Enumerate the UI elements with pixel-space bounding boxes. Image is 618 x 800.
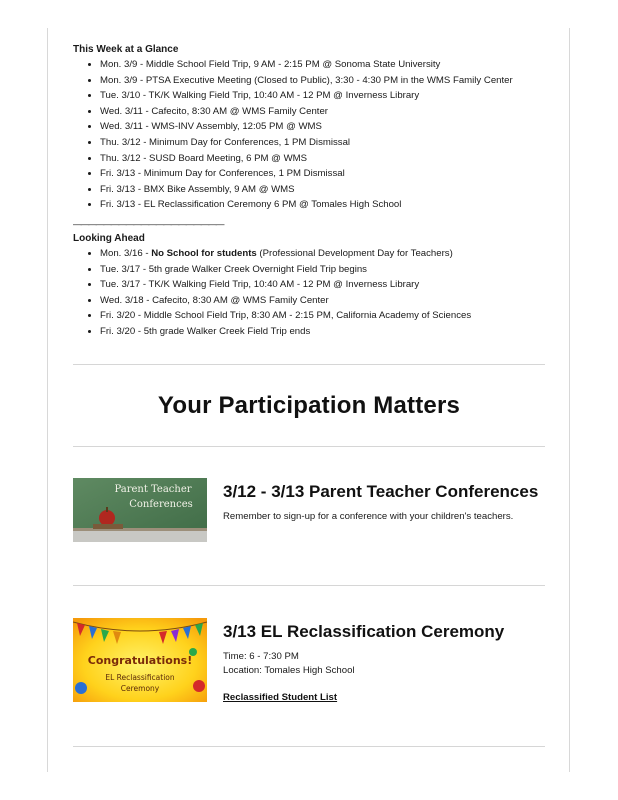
ceremony-time: Time: 6 - 7:30 PM bbox=[223, 651, 299, 662]
looking-ahead-list bbox=[73, 246, 545, 340]
image-caption-line1: Parent Teacher bbox=[114, 484, 192, 495]
participation-title: Your Participation Matters bbox=[157, 392, 461, 419]
list-item bbox=[100, 246, 545, 262]
calendar-section bbox=[73, 44, 545, 340]
list-item: • Wed. 3/11 - WMS-INV Assembly, 12:05 PM @ WMS bbox=[100, 119, 545, 135]
list-item: • Wed. 3/18 - Cafecito, 8:30 AM @ WMS Family Center bbox=[100, 293, 545, 309]
ceremony-image bbox=[73, 618, 207, 702]
balloon-icon bbox=[75, 682, 87, 694]
list-item: • Tue. 3/17 - TK/K Walking Field Trip, 10:40 AM - 12 PM @ Inverness Library bbox=[100, 277, 545, 293]
ceremony-body bbox=[223, 622, 543, 705]
list-item: • Thu. 3/12 - Minimum Day for Conferences, 1 PM Dismissal bbox=[100, 135, 545, 151]
divider bbox=[73, 585, 545, 586]
image-caption-line2: Conferences bbox=[129, 499, 193, 510]
item-emphasis: No School for students bbox=[151, 247, 257, 259]
reclassified-list-link[interactable]: Reclassified Student List bbox=[223, 692, 338, 703]
list-item: • Wed. 3/11 - Cafecito, 8:30 AM @ WMS Family Center bbox=[100, 104, 545, 120]
item-suffix: (Professional Development Day for Teachers) bbox=[256, 247, 453, 259]
this-week-heading: This Week at a Glance bbox=[73, 44, 179, 55]
list-item: • Fri. 3/13 - Minimum Day for Conferences, 1 PM Dismissal bbox=[100, 166, 545, 182]
conferences-body bbox=[223, 482, 543, 524]
list-item: • Fri. 3/20 - 5th grade Walker Creek Field Trip ends bbox=[100, 324, 545, 340]
image-caption-line3: Ceremony bbox=[120, 684, 160, 693]
list-item: • Tue. 3/10 - TK/K Walking Field Trip, 10:40 AM - 12 PM @ Inverness Library bbox=[100, 88, 545, 104]
divider bbox=[73, 364, 545, 365]
item-prefix: Mon. 3/16 - bbox=[100, 247, 152, 259]
list-item: • Fri. 3/13 - EL Reclassification Ceremony 6 PM @ Tomales High School bbox=[100, 197, 545, 213]
image-caption-line2: EL Reclassification bbox=[105, 673, 175, 682]
list-item: • Mon. 3/9 - Middle School Field Trip, 9 AM - 2:15 PM @ Sonoma State University bbox=[100, 57, 545, 73]
balloon-icon bbox=[193, 680, 205, 692]
page-border-left bbox=[47, 28, 48, 772]
ceremony-location: Location: Tomales High School bbox=[223, 665, 355, 676]
separator-line: ———————————————————— bbox=[73, 218, 223, 229]
list-item: • Thu. 3/12 - SUSD Board Meeting, 6 PM @ WMS bbox=[100, 151, 545, 167]
image-caption-line1: Congratulations! bbox=[87, 654, 193, 667]
list-item: • Fri. 3/13 - BMX Bike Assembly, 9 AM @ WMS bbox=[100, 182, 545, 198]
list-item: • Tue. 3/17 - 5th grade Walker Creek Overnight Field Trip begins bbox=[100, 262, 545, 278]
conferences-title: 3/12 - 3/13 Parent Teacher Conferences bbox=[223, 482, 539, 501]
divider bbox=[73, 446, 545, 447]
conferences-image bbox=[73, 478, 207, 542]
divider bbox=[73, 746, 545, 747]
chalkboard-image bbox=[73, 478, 207, 542]
this-week-list bbox=[73, 57, 545, 213]
ceremony-title: 3/13 EL Reclassification Ceremony bbox=[223, 622, 505, 641]
page-border-right bbox=[569, 28, 570, 772]
conferences-text: Remember to sign-up for a conference with your children's teachers. bbox=[223, 511, 514, 522]
list-item: • Fri. 3/20 - Middle School Field Trip, 8:30 AM - 2:15 PM, California Academy of Sciences bbox=[100, 308, 545, 324]
celebration-image bbox=[73, 618, 207, 702]
list-item: • Mon. 3/9 - PTSA Executive Meeting (Closed to Public), 3:30 - 4:30 PM in the WMS Family Center bbox=[100, 73, 545, 89]
looking-ahead-heading: Looking Ahead bbox=[73, 232, 145, 244]
apple-icon bbox=[99, 510, 115, 526]
